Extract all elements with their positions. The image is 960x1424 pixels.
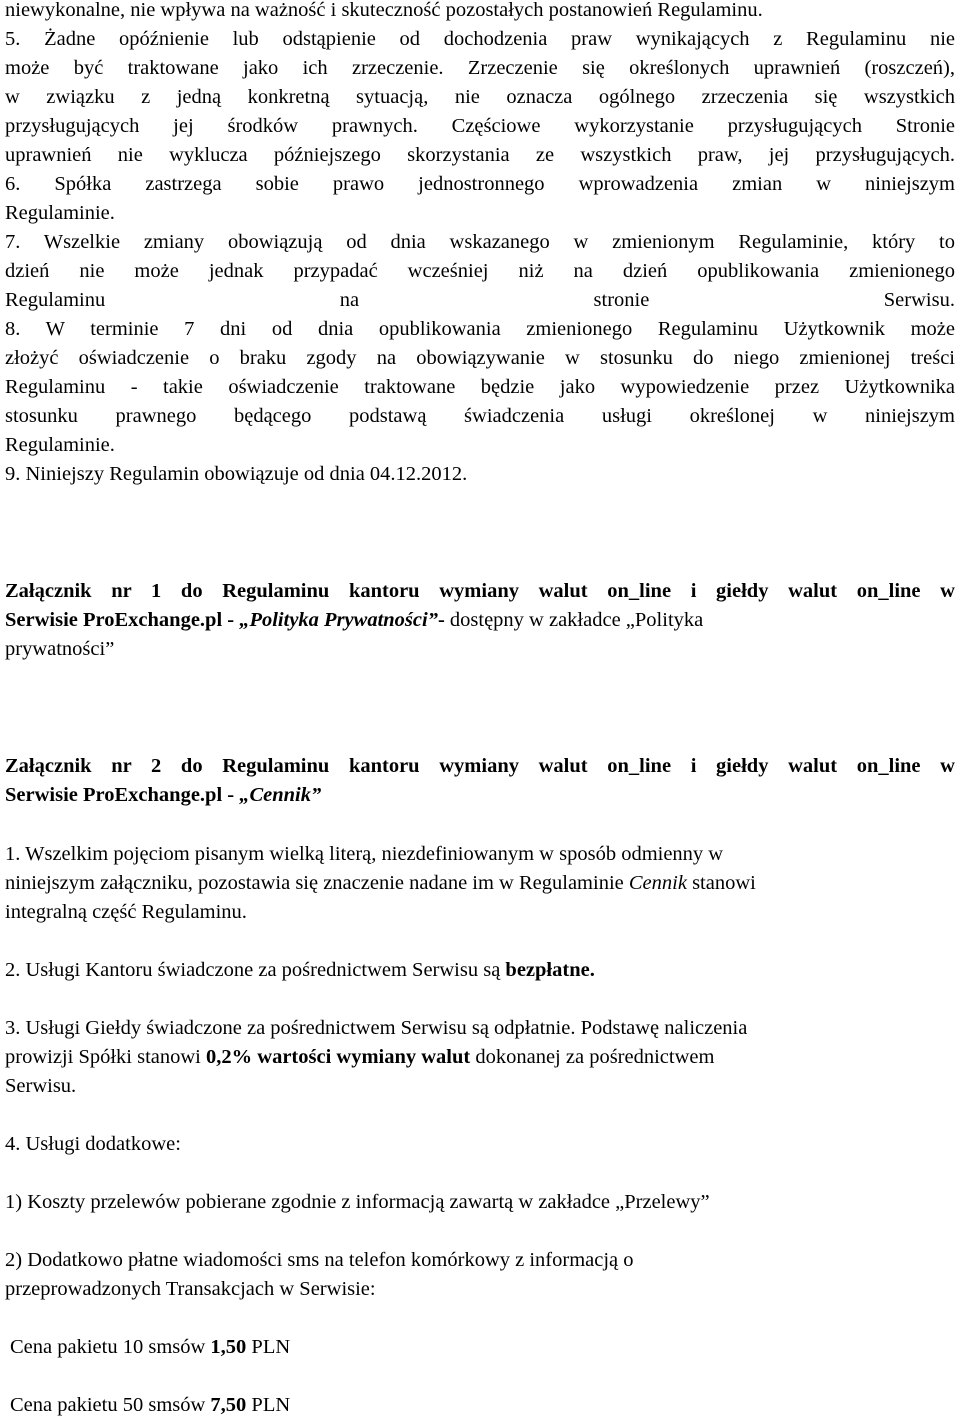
paragraph-line: może być traktowane jako ich zrzeczenie. Zrzeczenie się określonych uprawnień (roszczeń),: [5, 57, 955, 79]
paragraph-line: Regulaminie.: [5, 202, 115, 224]
paragraph-line: 7. Wszelkie zmiany obowiązują od dnia wskazanego w zmienionym Regulaminie, który to: [5, 231, 955, 253]
word: Serwisu.: [883, 289, 955, 311]
paragraph-line: 9. Niniejszy Regulamin obowiązuje od dnia 04.12.2012.: [5, 463, 468, 485]
annex2-heading-line: Serwisie ProExchange.pl - „Cennik”: [5, 784, 322, 806]
paragraph-line: 5. Żadne opóźnienie lub odstąpienie od dochodzenia praw wynikających z Regulaminu nie: [5, 28, 955, 50]
item-line: 2. Usługi Kantoru świadczone za pośrednictwem Serwisu są bezpłatne.: [5, 959, 595, 981]
annex2-title: „Cennik”: [239, 784, 322, 806]
paragraph-line: złożyć oświadczenie o braku zgody na obowiązywanie w stosunku do niego zmienionej treści: [5, 347, 955, 369]
annex1-heading-line: prywatności”: [5, 638, 115, 660]
item-line: przeprowadzonych Transakcjach w Serwisie:: [5, 1278, 376, 1300]
annex1-title: „Polityka Prywatności”: [239, 609, 438, 631]
annex1-heading-line: Załącznik nr 1 do Regulaminu kantoru wymiany walut on_line i giełdy walut on_line w: [5, 580, 955, 602]
paragraph-line: dzień nie może jednak przypadać wcześniej niż na dzień opublikowania zmienionego: [5, 260, 955, 282]
paragraph-line: przysługujących jej środków prawnych. Częściowe wykorzystanie przysługujących Stronie: [5, 115, 955, 137]
paragraph-line: 8. W terminie 7 dni od dnia opublikowania zmienionego Regulaminu Użytkownik może: [5, 318, 955, 340]
paragraph-line: Regulaminu - takie oświadczenie traktowane będzie jako wypowiedzenie przez Użytkownika: [5, 376, 955, 398]
word: stronie: [593, 289, 650, 311]
item-line: 1) Koszty przelewów pobierane zgodnie z informacją zawartą w zakładce „Przelewy”: [5, 1191, 710, 1213]
paragraph-line: niewykonalne, nie wpływa na ważność i skuteczność pozostałych postanowień Regulaminu.: [5, 0, 763, 21]
price-line: Cena pakietu 50 smsów 7,50 PLN: [10, 1394, 291, 1416]
item-line: 1. Wszelkim pojęciom pisanym wielką literą, niezdefiniowanym w sposób odmienny w: [5, 843, 724, 865]
item-line: 3. Usługi Giełdy świadczone za pośrednictwem Serwisu są odpłatnie. Podstawę naliczenia: [5, 1017, 748, 1039]
item-line: integralną część Regulaminu.: [5, 901, 247, 923]
annex1-heading-line: Serwisie ProExchange.pl - „Polityka Prywatności”- dostępny w zakładce „Polityka: [5, 609, 704, 631]
item-line: 2) Dodatkowo płatne wiadomości sms na telefon komórkowy z informacją o: [5, 1249, 634, 1271]
annex2-heading-line: Załącznik nr 2 do Regulaminu kantoru wymiany walut on_line i giełdy walut on_line w: [5, 755, 955, 777]
price-line: Cena pakietu 10 smsów 1,50 PLN: [10, 1336, 291, 1358]
item-line: prowizji Spółki stanowi 0,2% wartości wymiany walut dokonanej za pośrednictwem: [5, 1046, 715, 1068]
paragraph-line: stosunku prawnego będącego podstawą świadczenia usługi określonej w niniejszym: [5, 405, 955, 427]
item-line: Serwisu.: [5, 1075, 77, 1097]
paragraph-line: uprawnień nie wyklucza późniejszego skorzystania ze wszystkich praw, jej przysługujących.: [5, 144, 955, 166]
item-line: niniejszym załączniku, pozostawia się znaczenie nadane im w Regulaminie Cennik stanowi: [5, 872, 756, 894]
paragraph-line: w związku z jedną konkretną sytuacją, nie oznacza ogólnego zrzeczenia się wszystkich: [5, 86, 955, 108]
word: na: [339, 289, 360, 311]
word: Regulaminu: [5, 289, 106, 311]
paragraph-line: [5, 286, 955, 315]
item-line: 4. Usługi dodatkowe:: [5, 1133, 181, 1155]
paragraph-line: Regulaminie.: [5, 434, 115, 456]
paragraph-line: 6. Spółka zastrzega sobie prawo jednostronnego wprowadzenia zmian w niniejszym: [5, 173, 955, 195]
